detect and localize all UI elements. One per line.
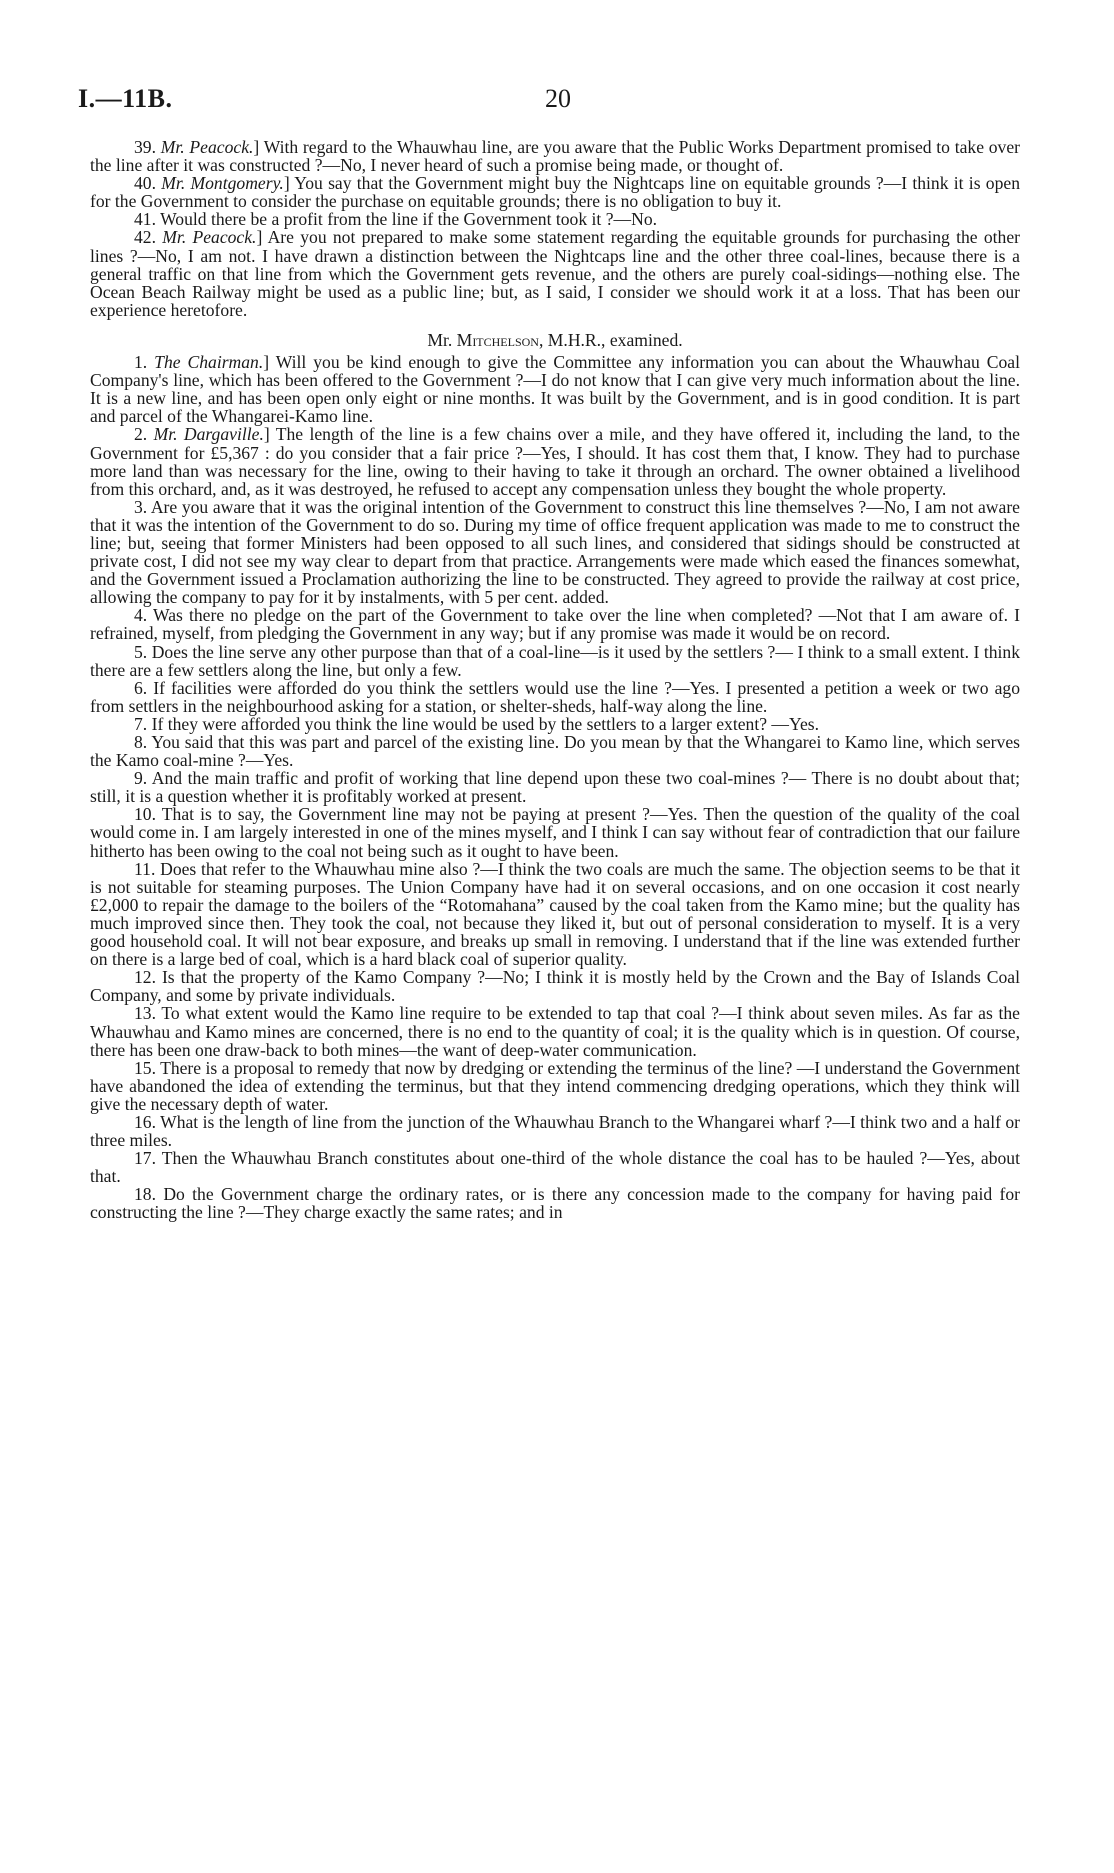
question-number: 11.: [134, 858, 156, 879]
question-text: Does that refer to the Whauwhau mine also ?—I think the two coals are much the same. The objection seems to be that it is not suitable for steaming purposes. The Union Company have had it on several occasions, and on one occasion it cost nearly £2,000 to repair the damage to the boilers of the “Rotomahana” caused by the coal taken from the Kamo mine; but the quality has much improved since then. They took the coal, not because they liked it, but out of personal consideration to myself. It is a very good household coal. It will not bear exposure, and breaks up small in removing. I understand that if the line was extended further on there is a large bed of coal, which is a hard black coal of superior quality.: [90, 858, 1020, 970]
question-text: Is that the property of the Kamo Company ?—No; I think it is mostly held by the Crown and the Bay of Islands Coal Company, and some by private individuals.: [90, 967, 1020, 1006]
speaker-name: Mr. Dargaville.: [153, 424, 264, 445]
question-text: Was there no pledge on the part of the Government to take over the line when completed? —Not that I am aware of. I refrained, myself, from pledging the Government in any way; but if any promise was made it would be on record.: [90, 605, 1020, 644]
question-paragraph: [90, 805, 1020, 859]
evidence-block-previous-witness: [90, 138, 1020, 319]
question-paragraph: [90, 606, 1020, 642]
question-number: 40.: [134, 173, 156, 194]
question-number: 15.: [134, 1057, 156, 1078]
question-number: 16.: [134, 1111, 156, 1132]
question-number: 2.: [134, 424, 148, 445]
question-number: 39.: [134, 137, 156, 157]
question-number: 41.: [134, 209, 156, 230]
question-text: You said that this was part and parcel of the existing line. Do you mean by that the Whangarei to Kamo line, which serves the Kamo coal-mine ?—Yes.: [90, 732, 1020, 771]
question-number: 9.: [134, 768, 148, 789]
speaker-name: Mr. Montgomery.: [161, 173, 284, 194]
question-number: 18.: [134, 1184, 156, 1205]
question-paragraph: [90, 733, 1020, 769]
question-paragraph: [90, 1004, 1020, 1058]
question-paragraph: [90, 769, 1020, 805]
question-paragraph: [90, 1113, 1020, 1149]
question-text: Does the line serve any other purpose than that of a coal-line—is it used by the settlers ?— I think to a small extent. I think there are a few settlers along the line, but only a few.: [90, 641, 1020, 680]
question-number: 3.: [134, 496, 148, 517]
question-paragraph: [90, 210, 1020, 228]
question-text: Will you be kind enough to give the Committee any information you can about the Whauwhau Coal Company's line, which has been offered to the Government ?—I do not know that I can give very much information about the line. It is a new line, and has been open only eight or nine months. It was built by the Government, and is in good condition. It is part and parcel of the Whangarei-Kamo line.: [90, 352, 1021, 427]
question-paragraph: 1. The Chairman.] Will you be kind enough to give the Committee any information you can about the Whauwhau Coal Company's line, which has been offered to the Government ?—I do not know that I can give very much information about the line. It is a new line, and has been open only eight or nine months. It was built by the Government, and is in good condition. It is part and parcel of the Whangarei-Kamo line.: [90, 352, 1021, 427]
question-number: 1.: [134, 352, 148, 373]
speaker-name: The Chairman.: [154, 352, 264, 373]
question-number: 42.: [134, 227, 156, 248]
question-paragraph: 39. Mr. Peacock.] With regard to the Whauwhau line, are you aware that the Public Works Department promised to take over the line after it was constructed ?—No, I never heard of such a promise being made, or thought of.: [90, 137, 1021, 176]
question-text: Then the Whauwhau Branch constitutes about one-third of the whole distance the coal has to be hauled ?—Yes, about that.: [90, 1148, 1020, 1187]
question-number: 7.: [134, 713, 148, 734]
evidence-block-mitchelson: [90, 353, 1020, 1222]
question-text: If they were afforded you think the line would be used by the settlers to a larger extent? —Yes.: [147, 713, 820, 734]
witness-heading: Mr. Mitchelson, M.H.R., examined.: [427, 329, 683, 350]
question-number: 8.: [134, 732, 148, 752]
question-text: What is the length of line from the junction of the Whauwhau Branch to the Whangarei wharf ?—I think two and a half or three miles.: [90, 1111, 1020, 1151]
question-number: 6.: [134, 677, 148, 698]
question-paragraph: [90, 715, 1020, 733]
question-text: With regard to the Whauwhau line, are you aware that the Public Works Department promised to take over the line after it was constructed ?—No, I never heard of such a promise being made, or thought of.: [90, 137, 1021, 176]
question-text: And the main traffic and profit of working that line depend upon these two coal-mines ?— There is no doubt about that; still, it is a question whether it is profitably worked at present.: [90, 768, 1020, 807]
question-text: Are you not prepared to make some statement regarding the equitable grounds for purchasing the other lines ?—No, I am not. I have drawn a distinction between the Nightcaps line and the other three coal-lines, because there is a general traffic on that line from which the Government gets revenue, and the others are purely coal-sidings—nothing else. The Ocean Beach Railway might be used as a public line; but, as I said, I consider we should work it at a loss. That has been our experience heretofore.: [90, 227, 1020, 320]
question-text: There is a proposal to remedy that now by dredging or extending the terminus of the line? —I understand the Government have abandoned the idea of extending the terminus, but that they intend commencing dredging operations, which they think will give the necessary depth of water.: [90, 1057, 1020, 1114]
speaker-name: Mr. Peacock.: [162, 227, 257, 248]
question-text: To what extent would the Kamo line require to be extended to tap that coal ?—I think about seven miles. As far as the Whauwhau and Kamo mines are concerned, there is no end to the quantity of coal; it is the quality which is in question. Of course, there has been one draw-back to both mines—the want of deep-water communication.: [90, 1003, 1020, 1060]
question-text: That is to say, the Government line may not be paying at present ?—Yes. Then the question of the quality of the coal would come in. I am largely interested in one of the mines myself, and I think I can say without fear of contradiction that our failure hitherto has been owing to the coal not being such as it ought to have been.: [90, 804, 1020, 861]
question-paragraph: [90, 860, 1020, 969]
question-text: Do the Government charge the ordinary rates, or is there any concession made to the company for having paid for constructing the line ?—They charge exactly the same rates; and in: [90, 1184, 1020, 1223]
question-paragraph: 40. Mr. Montgomery.] You say that the Government might buy the Nightcaps line on equitable grounds ?—I think it is open for the Government to consider the purchase on equitable grounds; there is no obligation to buy it.: [90, 173, 1020, 212]
document-body: [90, 138, 1020, 1222]
question-paragraph: [90, 498, 1020, 607]
question-number: 10.: [134, 804, 156, 825]
question-paragraph: [90, 968, 1020, 1004]
question-number: 5.: [134, 641, 148, 662]
question-paragraph: [90, 1185, 1020, 1221]
question-paragraph: [90, 679, 1020, 715]
question-text: The length of the line is a few chains over a mile, and they have offered it, including the land, to the Government for £5,367 : do you consider that a fair price ?—Yes, I should. It has cost them that, I know. They had to purchase more land than was necessary for the line, owing to their having to take it through an orchard. The owner obtained a livelihood from this orchard, and, as it was destroyed, he refused to accept any compensation unless they bought the whole property.: [90, 424, 1020, 499]
question-text: Would there be a profit from the line if the Government took it ?—No.: [156, 209, 658, 230]
question-text: Are you aware that it was the original intention of the Government to construct this line themselves ?—No, I am not aware that it was the intention of the Government to do so. During my time of office frequent application was made to me to construct the line; but, seeing that former Ministers had been opposed to all such lines, and considered that sidings should be constructed at private cost, I did not see my way clear to depart from that practice. Arrangements were made which eased the finances somewhat, and the Government issued a Proclamation authorizing the line to be constructed. They agreed to provide the railway at cost price, allowing the company to pay for it by instalments, with 5 per cent. added.: [90, 496, 1020, 608]
document-reference: I.—11B.: [78, 84, 173, 113]
question-number: 17.: [134, 1148, 156, 1169]
speaker-name: Mr. Peacock.: [160, 137, 254, 157]
question-paragraph: 42. Mr. Peacock.] Are you not prepared to make some statement regarding the equitable grounds for purchasing the other lines ?—No, I am not. I have drawn a distinction between the Nightcaps line and the other three coal-lines, because there is a general traffic on that line from which the Government gets revenue, and the others are purely coal-sidings—nothing else. The Ocean Beach Railway might be used as a public line; but, as I said, I consider we should work it at a loss. That has been our experience heretofore.: [90, 227, 1020, 320]
question-paragraph: 2. Mr. Dargaville.] The length of the line is a few chains over a mile, and they have offered it, including the land, to the Government for £5,367 : do you consider that a fair price ?—Yes, I should. It has cost them that, I know. They had to purchase more land than was necessary for the line, owing to their having to take it through an orchard. The owner obtained a livelihood from this orchard, and, as it was destroyed, he refused to accept any compensation unless they bought the whole property.: [90, 424, 1020, 499]
question-number: 13.: [134, 1003, 156, 1024]
question-paragraph: [90, 1059, 1020, 1113]
question-text: If facilities were afforded do you think the settlers would use the line ?—Yes. I presented a petition a week or two ago from settlers in the neighbourhood asking for a station, or shelter-sheds, half-way along the line.: [90, 677, 1020, 716]
question-number: 12.: [134, 967, 156, 988]
question-paragraph: [90, 643, 1020, 679]
question-paragraph: [90, 1149, 1020, 1185]
question-number: 4.: [134, 605, 148, 626]
page-number: 20: [545, 84, 571, 113]
question-text: You say that the Government might buy the Nightcaps line on equitable grounds ?—I think it is open for the Government to consider the purchase on equitable grounds; there is no obligation to buy it.: [90, 173, 1020, 212]
